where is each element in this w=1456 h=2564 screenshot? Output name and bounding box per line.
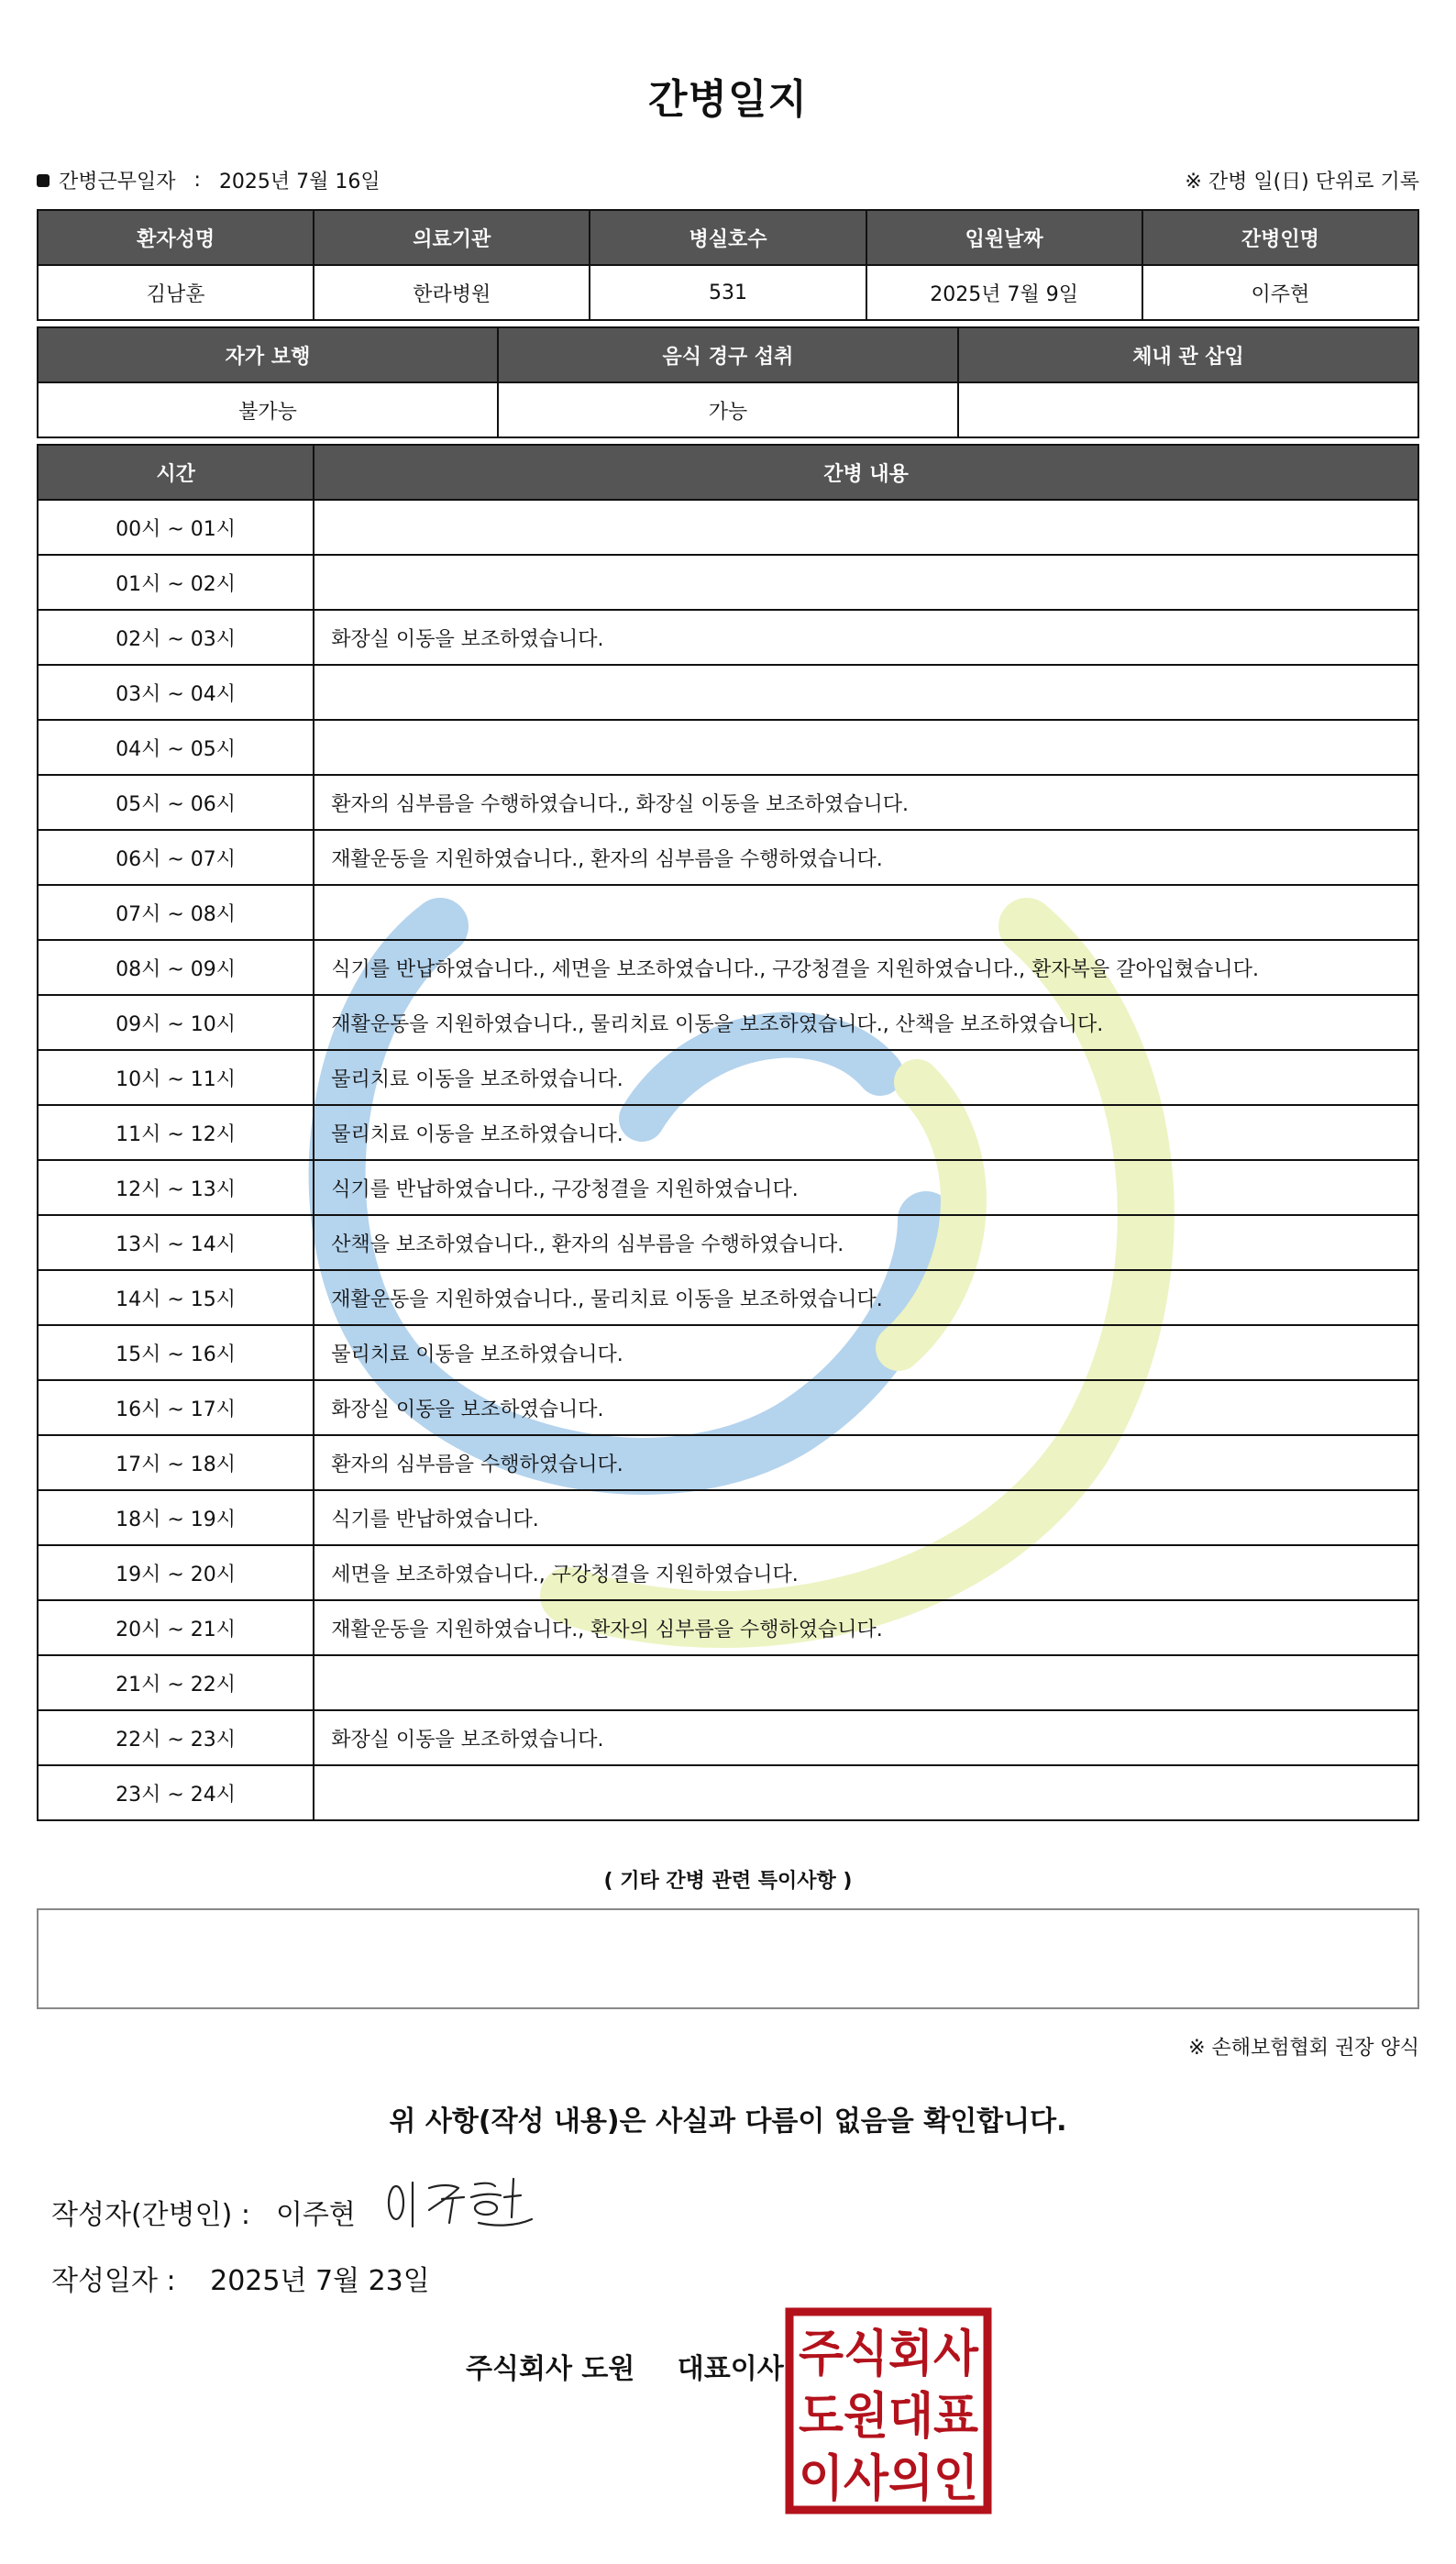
time-cell: 02시 ~ 03시 [38, 610, 314, 665]
content-cell [314, 665, 1418, 720]
record-unit-note: ※ 간병 일(日) 단위로 기록 [1185, 171, 1419, 193]
room-number-value: 531 [590, 265, 866, 320]
time-cell: 21시 ~ 22시 [38, 1655, 314, 1710]
content-cell: 화장실 이동을 보조하였습니다. [314, 1710, 1418, 1765]
table-row [38, 995, 1418, 1050]
content-cell: 식기를 반납하였습니다., 구강청결을 지원하였습니다. [314, 1160, 1418, 1215]
work-date-value: 2025년 7월 16일 [218, 171, 381, 193]
time-cell: 12시 ~ 13시 [38, 1160, 314, 1215]
svg-text:이사의인: 이사의인 [799, 2449, 978, 2507]
company-name: 주식회사 도원 [466, 2353, 635, 2385]
table-row [38, 885, 1418, 940]
patient-info-value-row [38, 265, 1418, 320]
header-self-walking: 자가 보행 [38, 327, 498, 382]
table-row [38, 1270, 1418, 1325]
oral-intake-value: 가능 [498, 382, 958, 437]
table-row [38, 1435, 1418, 1490]
content-cell: 물리치료 이동을 보조하였습니다. [314, 1050, 1418, 1105]
content-cell: 화장실 이동을 보조하였습니다. [314, 1380, 1418, 1435]
time-cell: 05시 ~ 06시 [38, 775, 314, 830]
hourly-care-log-table [37, 444, 1419, 1821]
special-notes-box [37, 1908, 1419, 2009]
content-cell [314, 555, 1418, 610]
representative-title: 대표이사 [677, 2353, 784, 2385]
header-admission-date: 입원날짜 [866, 210, 1142, 265]
table-row [38, 1765, 1418, 1820]
time-cell: 20시 ~ 21시 [38, 1600, 314, 1655]
header-tube-insertion: 체내 관 삽입 [958, 327, 1418, 382]
table-row [38, 1160, 1418, 1215]
svg-text:도원대표: 도원대표 [799, 2387, 978, 2445]
content-cell [314, 1765, 1418, 1820]
page-title: 간병일지 [647, 76, 808, 123]
content-cell: 환자의 심부름을 수행하였습니다. [314, 1435, 1418, 1490]
time-cell: 18시 ~ 19시 [38, 1490, 314, 1545]
work-date-separator: : [193, 169, 201, 192]
writer-label: 작성자(간병인) : [51, 2199, 250, 2231]
time-cell: 00시 ~ 01시 [38, 500, 314, 555]
time-cell: 09시 ~ 10시 [38, 995, 314, 1050]
content-cell: 물리치료 이동을 보조하였습니다. [314, 1105, 1418, 1160]
table-row [38, 1545, 1418, 1600]
content-cell [314, 720, 1418, 775]
content-cell [314, 1655, 1418, 1710]
form-source-note: ※ 손해보험협회 권장 양식 [1188, 2037, 1419, 2060]
written-date-label: 작성일자 : [51, 2265, 176, 2297]
table-row [38, 1105, 1418, 1160]
patient-ability-table [37, 326, 1419, 438]
time-cell: 11시 ~ 12시 [38, 1105, 314, 1160]
time-cell: 01시 ~ 02시 [38, 555, 314, 610]
time-cell: 23시 ~ 24시 [38, 1765, 314, 1820]
work-date-label: 간병근무일자 [59, 171, 176, 193]
content-cell: 환자의 심부름을 수행하였습니다., 화장실 이동을 보조하였습니다. [314, 775, 1418, 830]
content-cell: 재활운동을 지원하였습니다., 물리치료 이동을 보조하였습니다. [314, 1270, 1418, 1325]
table-row [38, 1655, 1418, 1710]
patient-name-value: 김남훈 [38, 265, 314, 320]
svg-text:주식회사: 주식회사 [799, 2325, 979, 2382]
time-cell: 17시 ~ 18시 [38, 1435, 314, 1490]
patient-info-table [37, 209, 1419, 321]
work-date-line [37, 166, 381, 194]
table-row [38, 665, 1418, 720]
time-cell: 03시 ~ 04시 [38, 665, 314, 720]
time-cell: 13시 ~ 14시 [38, 1215, 314, 1270]
content-cell: 재활운동을 지원하였습니다., 환자의 심부름을 수행하였습니다. [314, 830, 1418, 885]
time-cell: 07시 ~ 08시 [38, 885, 314, 940]
company-seal-stamp [784, 2306, 993, 2515]
header-caregiver-name: 간병인명 [1142, 210, 1418, 265]
log-header-row [38, 445, 1418, 500]
content-cell [314, 885, 1418, 940]
table-row [38, 1600, 1418, 1655]
hospital-value: 한라병원 [314, 265, 590, 320]
ability-header-row [38, 327, 1418, 382]
square-bullet-icon [37, 174, 50, 187]
table-row [38, 1710, 1418, 1765]
company-signature-line [466, 2346, 784, 2386]
table-row [38, 500, 1418, 555]
table-row [38, 1380, 1418, 1435]
table-row [38, 830, 1418, 885]
table-row [38, 775, 1418, 830]
special-notes-heading: ( 기타 간병 관련 특이사항 ) [603, 1870, 853, 1893]
content-cell: 세면을 보조하였습니다., 구강청결을 지원하였습니다. [314, 1545, 1418, 1600]
header-oral-intake: 음식 경구 섭취 [498, 327, 958, 382]
time-cell: 16시 ~ 17시 [38, 1380, 314, 1435]
time-cell: 08시 ~ 09시 [38, 940, 314, 995]
table-row [38, 610, 1418, 665]
header-room-number: 병실호수 [590, 210, 866, 265]
time-cell: 04시 ~ 05시 [38, 720, 314, 775]
ability-value-row [38, 382, 1418, 437]
header-care-content: 간병 내용 [314, 445, 1418, 500]
caregiver-name-value: 이주현 [1142, 265, 1418, 320]
confirmation-statement: 위 사항(작성 내용)은 사실과 다름이 없음을 확인합니다. [389, 2105, 1067, 2138]
time-cell: 06시 ~ 07시 [38, 830, 314, 885]
table-row [38, 1050, 1418, 1105]
admission-date-value: 2025년 7월 9일 [866, 265, 1142, 320]
handwritten-signature [376, 2166, 541, 2239]
table-row [38, 1325, 1418, 1380]
header-patient-name: 환자성명 [38, 210, 314, 265]
content-cell [314, 500, 1418, 555]
table-row [38, 1215, 1418, 1270]
time-cell: 19시 ~ 20시 [38, 1545, 314, 1600]
time-cell: 14시 ~ 15시 [38, 1270, 314, 1325]
self-walking-value: 불가능 [38, 382, 498, 437]
content-cell: 식기를 반납하였습니다. [314, 1490, 1418, 1545]
table-row [38, 720, 1418, 775]
table-row [38, 1490, 1418, 1545]
content-cell: 식기를 반납하였습니다., 세면을 보조하였습니다., 구강청결을 지원하였습니다., 환자복을 갈아입혔습니다. [314, 940, 1418, 995]
time-cell: 22시 ~ 23시 [38, 1710, 314, 1765]
tube-insertion-value [958, 382, 1418, 437]
table-row [38, 555, 1418, 610]
time-cell: 15시 ~ 16시 [38, 1325, 314, 1380]
header-hospital: 의료기관 [314, 210, 590, 265]
table-row [38, 940, 1418, 995]
header-time: 시간 [38, 445, 314, 500]
content-cell: 화장실 이동을 보조하였습니다. [314, 610, 1418, 665]
writer-line [51, 2192, 356, 2232]
written-date-value: 2025년 7월 23일 [210, 2265, 430, 2297]
content-cell: 물리치료 이동을 보조하였습니다. [314, 1325, 1418, 1380]
content-cell: 재활운동을 지원하였습니다., 물리치료 이동을 보조하였습니다., 산책을 보조하였습니다. [314, 995, 1418, 1050]
written-date-line [51, 2258, 430, 2298]
writer-name: 이주현 [275, 2199, 356, 2231]
content-cell: 재활운동을 지원하였습니다., 환자의 심부름을 수행하였습니다. [314, 1600, 1418, 1655]
patient-info-header-row [38, 210, 1418, 265]
time-cell: 10시 ~ 11시 [38, 1050, 314, 1105]
content-cell: 산책을 보조하였습니다., 환자의 심부름을 수행하였습니다. [314, 1215, 1418, 1270]
